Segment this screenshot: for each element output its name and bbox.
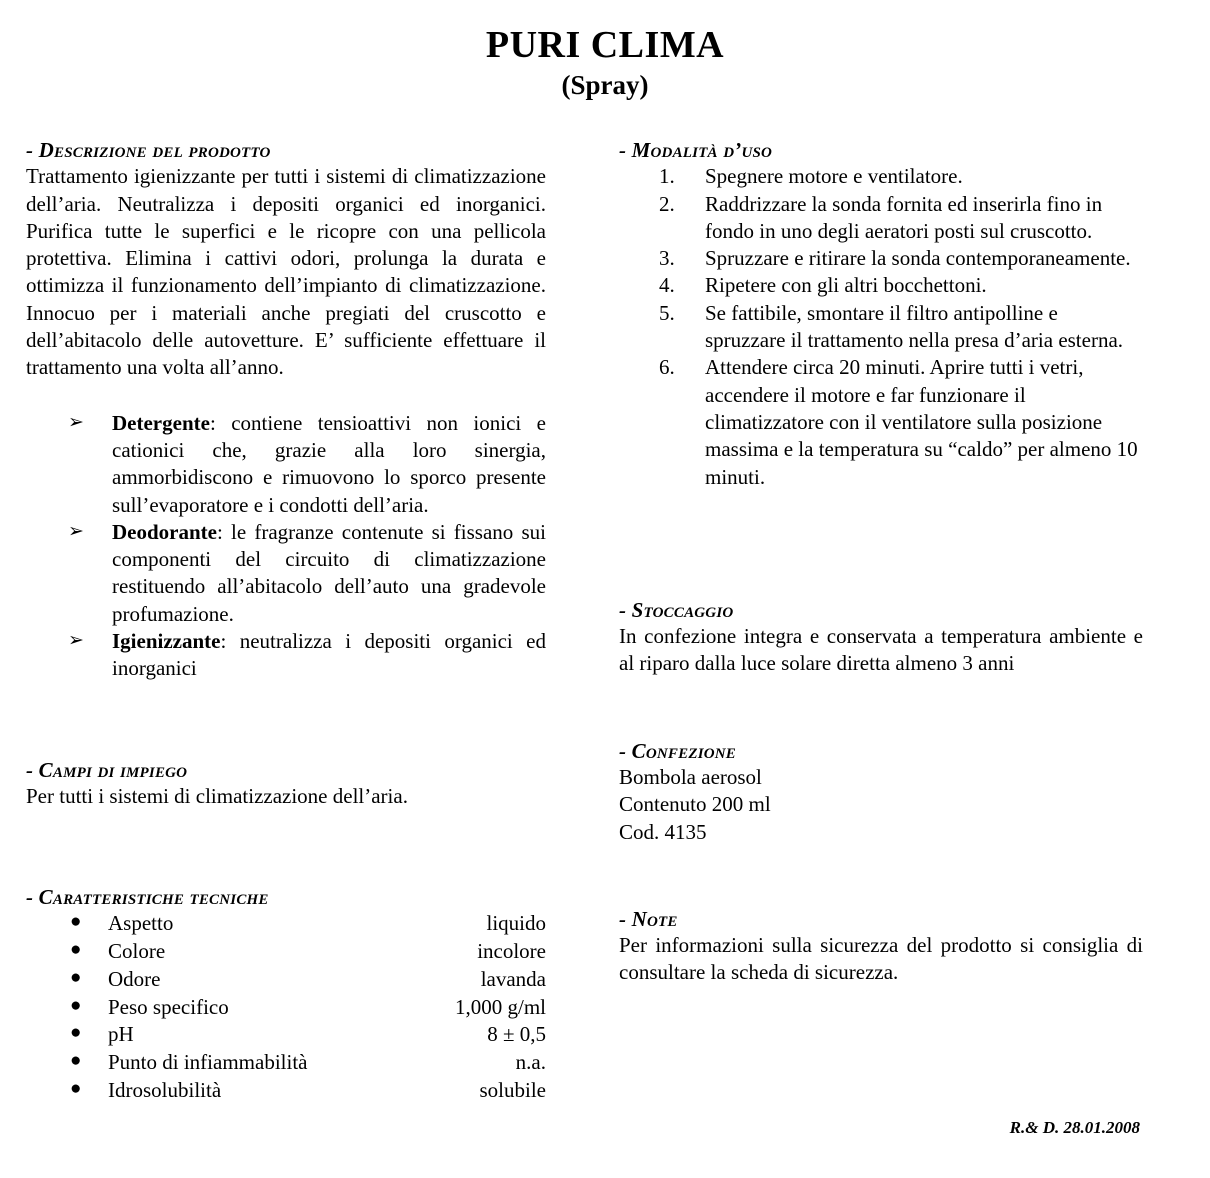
property-label: Idrosolubilità <box>108 1077 222 1102</box>
section-heading-modalita-duso <box>619 137 1143 163</box>
property-value: solubile <box>479 1077 546 1102</box>
heading-text: Note <box>631 906 678 931</box>
notes-paragraph: Per informazioni sulla sicurezza del prodotto si consiglia di consultare la scheda di sicurezza. <box>619 933 1143 985</box>
step-number: 2. <box>659 191 675 216</box>
fields-of-use-paragraph: Per tutti i sistemi di climatizzazione dell’aria. <box>26 783 408 808</box>
section-heading-confezione <box>619 738 1143 764</box>
table-row <box>26 1077 546 1105</box>
storage-paragraph: In confezione integra e conservata a temperatura ambiente e al riparo dalla luce solare diretta almeno 3 anni <box>619 624 1143 676</box>
property-label: Colore <box>108 939 166 964</box>
table-row <box>26 966 546 994</box>
arrow-bullet-icon: ➢ <box>68 520 84 542</box>
dot-bullet-icon: ● <box>70 1022 82 1044</box>
list-item <box>619 191 1143 246</box>
packaging-line-3: Cod. 4135 <box>619 819 707 844</box>
list-item <box>26 410 546 519</box>
list-item <box>619 354 1143 490</box>
heading-text: Stoccaggio <box>631 597 734 622</box>
left-column <box>26 137 546 1104</box>
step-text: Se fattibile, smontare il filtro antipolline e spruzzare il trattamento nella presa d’aria esterna. <box>705 300 1124 353</box>
step-number: 1. <box>659 164 675 189</box>
heading-dash: - <box>26 757 39 782</box>
step-text: Raddrizzare la sonda fornita ed inserirla fino in fondo in uno degli aeratori posti sul cruscotto. <box>705 191 1103 243</box>
title-block <box>0 0 1210 101</box>
heading-text: Descrizione del prodotto <box>38 138 271 162</box>
page-title: PURI CLIMA <box>485 24 725 66</box>
arrow-bullet-icon: ➢ <box>68 411 84 433</box>
list-item <box>619 245 1143 272</box>
page-subtitle: (Spray) <box>561 69 649 100</box>
feature-separator: : <box>220 629 240 653</box>
step-number: 4. <box>659 273 675 298</box>
table-row <box>26 938 546 966</box>
heading-dash: - <box>26 885 39 910</box>
list-item <box>26 519 546 628</box>
feature-separator: : <box>216 519 232 544</box>
heading-dash: - <box>619 906 632 931</box>
feature-text: contiene tensioattivi non ionici e cationici che, grazie alla loro sinergia, ammorbidiscono e rimuovono lo sporco presente sull’evaporatore e i condotti dell’aria. <box>112 410 546 517</box>
heading-dash: - <box>619 738 632 763</box>
table-row <box>26 1049 546 1077</box>
heading-text: Caratteristiche tecniche <box>38 885 269 910</box>
property-value: 8 ± 0,5 <box>487 1022 546 1047</box>
right-column <box>619 137 1143 987</box>
heading-text: Modalità d’uso <box>631 138 773 162</box>
step-text: Spruzzare e ritirare la sonda contemporaneamente. <box>705 246 1131 271</box>
list-item <box>619 163 1143 190</box>
feature-term: Igienizzante <box>112 629 221 653</box>
step-text: Spegnere motore e ventilatore. <box>705 164 963 189</box>
feature-text: le fragranze contenute si fissano sui componenti del circuito di climatizzazione restituendo all’abitacolo dell’auto una gradevole profumazione. <box>112 519 546 626</box>
property-value: lavanda <box>480 966 546 991</box>
feature-term: Deodorante <box>112 519 217 544</box>
step-number: 3. <box>659 246 675 271</box>
footer-signature: R.& D. 28.01.2008 <box>1009 1118 1140 1137</box>
dot-bullet-icon: ● <box>70 911 82 933</box>
feature-separator: : <box>209 410 232 435</box>
feature-list <box>26 410 546 683</box>
property-value: liquido <box>486 911 546 936</box>
usage-steps-list <box>619 163 1143 491</box>
property-label: Odore <box>108 966 161 991</box>
table-row <box>26 1021 546 1049</box>
property-label: pH <box>108 1022 134 1047</box>
list-item <box>26 628 546 683</box>
arrow-bullet-icon: ➢ <box>68 630 84 651</box>
property-label: Peso specifico <box>108 994 229 1019</box>
section-heading-caratteristiche-tecniche <box>26 884 546 910</box>
property-value: incolore <box>477 939 546 964</box>
section-heading-stoccaggio <box>619 597 1143 623</box>
table-row <box>26 994 546 1022</box>
feature-text: neutralizza i depositi organici ed inorganici <box>112 629 546 681</box>
step-number: 6. <box>659 355 675 380</box>
section-heading-note <box>619 906 1143 932</box>
dot-bullet-icon: ● <box>70 994 82 1016</box>
property-value: 1,000 g/ml <box>454 994 546 1019</box>
list-item <box>619 272 1143 299</box>
dot-bullet-icon: ● <box>70 966 82 988</box>
property-value: n.a. <box>515 1049 546 1074</box>
feature-term: Detergente <box>112 410 210 435</box>
heading-text: Confezione <box>631 738 737 763</box>
heading-text: Campi di impiego <box>38 757 188 782</box>
packaging-line-1: Bombola aerosol <box>619 764 762 789</box>
list-item <box>619 300 1143 355</box>
heading-dash: - <box>619 597 632 622</box>
property-label: Punto di infiammabilità <box>108 1049 308 1074</box>
heading-dash: - <box>619 138 632 162</box>
section-heading-descrizione <box>26 137 546 163</box>
section-heading-campi-di-impiego <box>26 757 546 783</box>
step-number: 5. <box>659 300 675 325</box>
table-row <box>26 910 546 938</box>
technical-characteristics-list <box>26 910 546 1104</box>
property-label: Aspetto <box>108 911 174 936</box>
dot-bullet-icon: ● <box>70 939 82 961</box>
heading-dash: - <box>26 138 39 162</box>
dot-bullet-icon: ● <box>70 1049 82 1071</box>
packaging-line-2: Contenuto 200 ml <box>619 792 771 817</box>
dot-bullet-icon: ● <box>70 1077 82 1099</box>
step-text: Ripetere con gli altri bocchettoni. <box>705 273 987 298</box>
step-text: Attendere circa 20 minuti. Aprire tutti i vetri, accendere il motore e far funzionare il climatizzatore con il ventilatore sulla posizione massima e la temperatura su “caldo” per almeno 10 minuti. <box>705 355 1138 489</box>
description-paragraph: Trattamento igienizzante per tutti i sistemi di climatizzazione dell’aria. Neutralizza i depositi organici ed inorganici. Purifica tutte le superfici e le ricopre con una pellicola protettiva. Elimina i cattivi odori, prolunga la durata e ottimizza il funzionamento dell’impianto di climatizzazione. Innocuo per i materiali anche pregiati del cruscotto e dell’abitacolo delle autovetture. E’ sufficiente effettuare il trattamento una volta all’anno. <box>26 164 546 380</box>
